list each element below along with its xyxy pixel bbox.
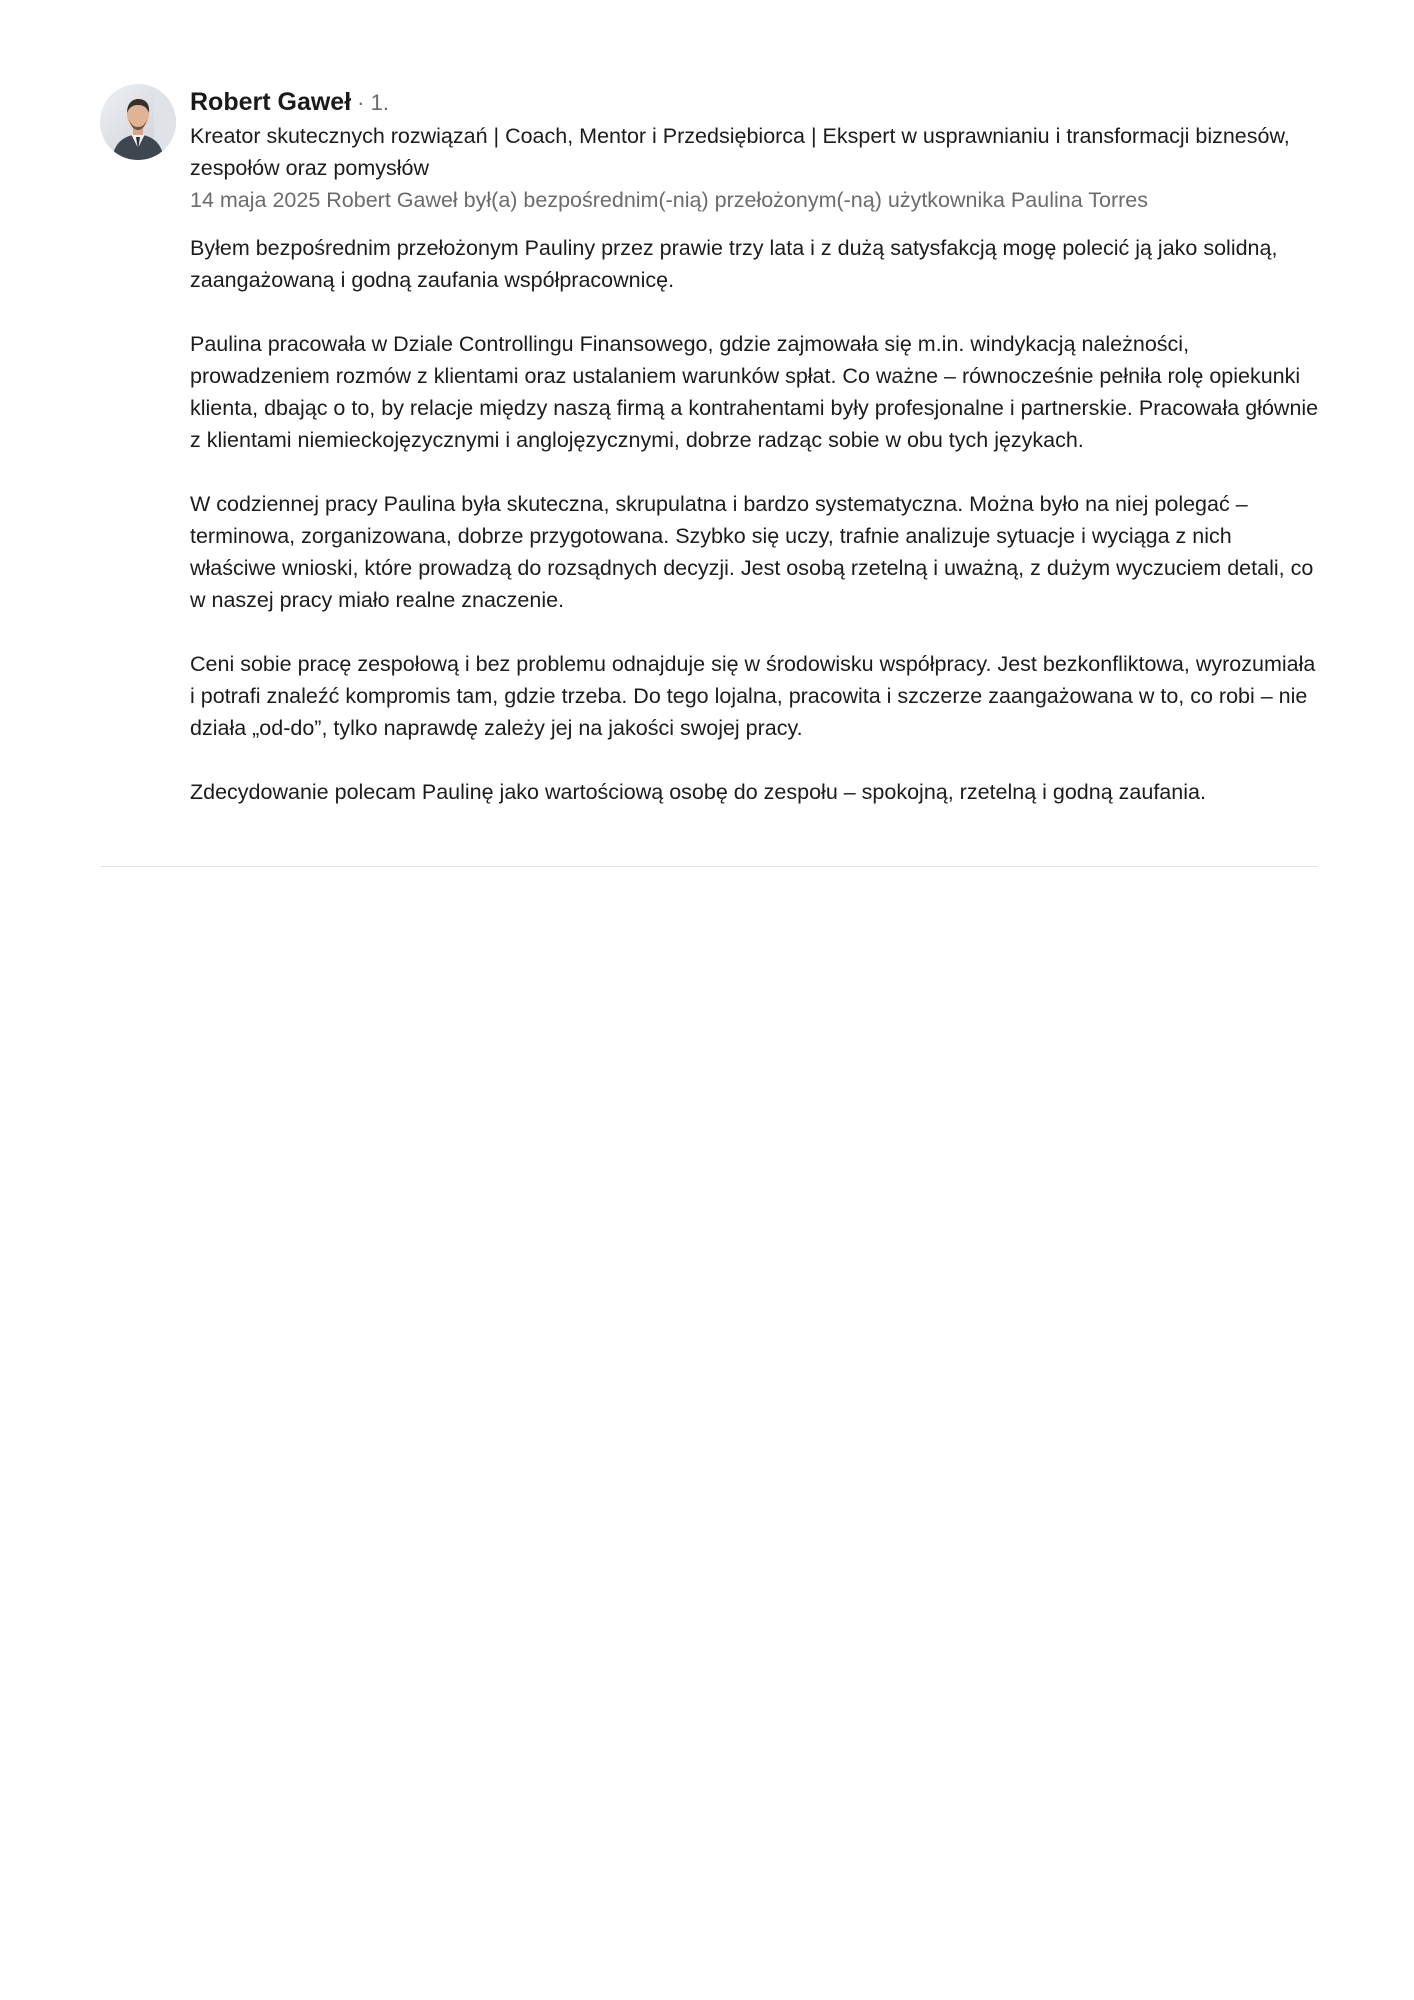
recommendation-meta: 14 maja 2025 Robert Gaweł był(a) bezpośrednim(-nią) przełożonym(-ną) użytkownika Paulina Torres xyxy=(190,188,1148,212)
author-avatar[interactable] xyxy=(100,84,176,160)
connection-degree: · 1. xyxy=(357,90,389,115)
recommendation-paragraph: Zdecydowanie polecam Paulinę jako wartościową osobę do zespołu – spokojną, rzetelną i godną zaufania. xyxy=(190,780,1206,804)
recommendation-paragraph: Ceni sobie pracę zespołową i bez problemu odnajduje się w środowisku współpracy. Jest bezkonfliktowa, wyrozumiała i potrafi znaleźć kompromis tam, gdzie trzeba. Do tego lojalna, pracowita i szczerze zaangażowana w to, co robi – nie działa „od-do”, tylko naprawdę zależy jej na jakości swojej pracy. xyxy=(190,652,1316,740)
author-line xyxy=(190,84,1320,120)
recommendation-text xyxy=(190,232,1320,808)
recommendation-card xyxy=(100,84,1318,808)
card-divider xyxy=(100,866,1318,867)
author-name[interactable]: Robert Gaweł xyxy=(190,88,352,116)
recommendation-paragraph: Byłem bezpośrednim przełożonym Pauliny przez prawie trzy lata i z dużą satysfakcją mogę polecić ją jako solidną, zaangażowaną i godną zaufania współpracownicę. xyxy=(190,236,1278,292)
author-headline: Kreator skutecznych rozwiązań | Coach, Mentor i Przedsiębiorca | Ekspert w usprawnianiu i transformacji biznesów, zespołów oraz pomysłów xyxy=(190,124,1290,180)
profile-photo-icon xyxy=(100,84,176,160)
recommendation-paragraph: Paulina pracowała w Dziale Controllingu Finansowego, gdzie zajmowała się m.in. windykacją należności, prowadzeniem rozmów z klientami oraz ustalaniem warunków spłat. Co ważne – równocześnie pełniła rolę opiekunki klienta, dbając o to, by relacje między naszą firmą a kontrahentami były profesjonalne i partnerskie. Pracowała głównie z klientami niemieckojęzycznymi i anglojęzycznymi, dobrze radząc sobie w obu tych językach. xyxy=(190,332,1319,452)
recommendation-paragraph: W codziennej pracy Paulina była skuteczna, skrupulatna i bardzo systematyczna. Można było na niej polegać – terminowa, zorganizowana, dobrze przygotowana. Szybko się uczy, trafnie analizuje sytuacje i wyciąga z nich właściwe wnioski, które prowadzą do rozsądnych decyzji. Jest osobą rzetelną i uważną, z dużym wyczuciem detali, co w naszej pracy miało realne znaczenie. xyxy=(190,492,1314,612)
recommendation-content xyxy=(190,84,1320,808)
